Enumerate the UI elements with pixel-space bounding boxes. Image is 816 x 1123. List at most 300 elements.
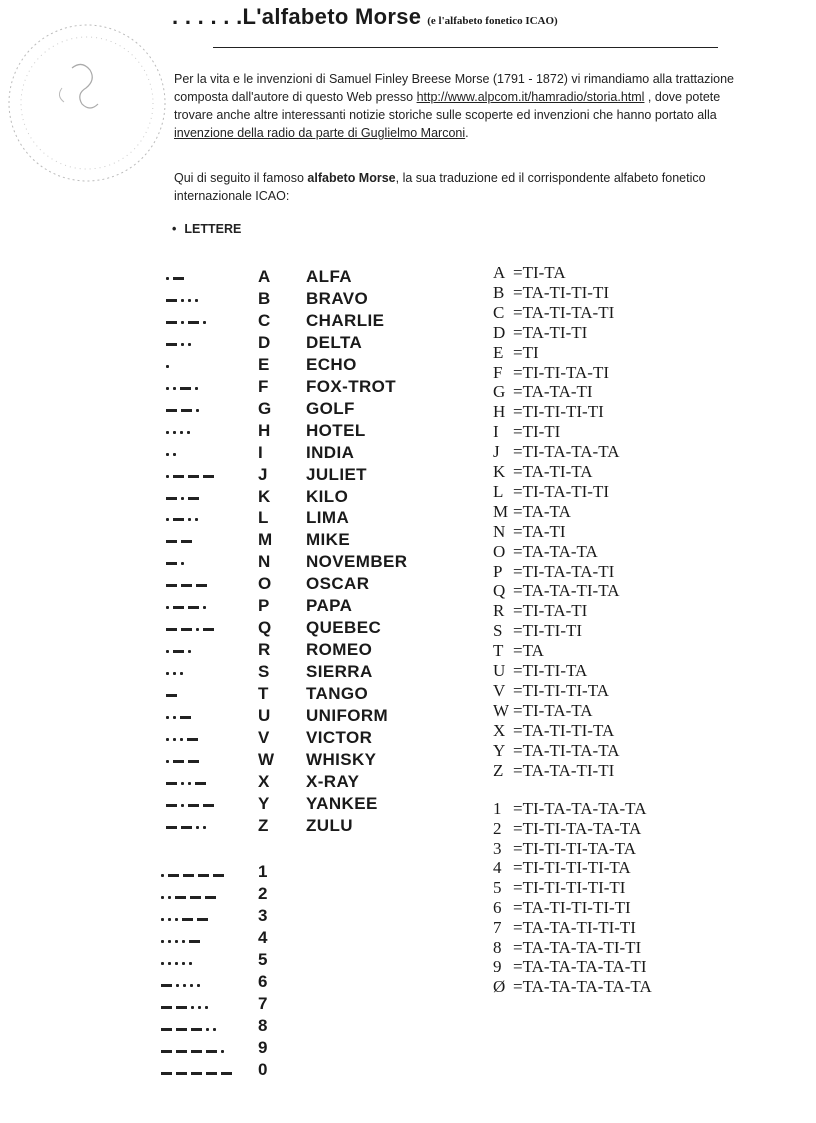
number-char: 7 (258, 994, 268, 1013)
morse-dot (188, 782, 191, 785)
morse-dot (188, 343, 191, 346)
number-row (0, 884, 300, 906)
number-row (0, 862, 300, 884)
letter-name: ROMEO (306, 640, 373, 660)
phonetic-row (493, 878, 625, 898)
phonetic-key: 1 (493, 799, 502, 818)
letter-row (0, 465, 480, 487)
phonetic-value: =TI-TA-TA-TA-TA (513, 799, 647, 818)
phonetic-value: =TI-TA (513, 263, 566, 282)
intro2-after: , la sua traduzione ed il corrispondente alfabeto fonetico internazionale ICAO: (174, 171, 706, 203)
number-char: 3 (258, 906, 268, 925)
letter-row (0, 662, 480, 684)
morse-dot (168, 940, 171, 943)
morse-dash (203, 475, 214, 478)
phonetic-key: 2 (493, 818, 502, 838)
morse-dash (181, 826, 192, 829)
morse-dot (168, 918, 171, 921)
phonetic-key: W (493, 700, 510, 720)
phonetic-key: Y (493, 740, 506, 760)
morse-dash (166, 497, 177, 500)
phonetic-value: =TI-TI-TI-TI-TI (513, 878, 626, 898)
morse-code (166, 295, 236, 305)
morse-code (161, 936, 251, 946)
letter-row (0, 728, 480, 750)
letter-row (0, 508, 480, 530)
morse-code (166, 756, 236, 766)
phonetic-value: =TI-TI-TI-TA-TA (513, 838, 636, 858)
phonetic-key: I (493, 422, 499, 442)
morse-dash (166, 562, 177, 565)
letter-name: OSCAR (306, 574, 370, 594)
letter-char: N (258, 552, 271, 572)
phonetic-row (493, 283, 609, 303)
phonetic-key: U (493, 661, 506, 680)
morse-dash (198, 874, 209, 877)
number-char: 9 (258, 1038, 268, 1057)
morse-dash (173, 277, 184, 280)
morse-code (166, 646, 236, 656)
letter-name: LIMA (306, 508, 350, 528)
morse-dot (166, 431, 169, 434)
morse-code (161, 1024, 251, 1034)
letter-name: QUEBEC (306, 618, 382, 638)
morse-dash (173, 518, 184, 521)
morse-code (166, 668, 236, 678)
morse-dot (181, 321, 184, 324)
phonetic-row (493, 382, 593, 402)
phonetic-row (493, 343, 539, 363)
letter-name: ALFA (306, 267, 352, 286)
morse-dash (183, 874, 194, 877)
phonetic-value: =TI-TA-TI (513, 601, 588, 621)
morse-code (166, 558, 236, 568)
number-row (0, 972, 300, 994)
letter-name: ZULU (306, 815, 353, 835)
morse-dash (182, 918, 193, 921)
intro-paragraph-2 (174, 169, 734, 205)
morse-dash (181, 584, 192, 587)
phonetic-key: H (493, 402, 506, 422)
letter-row (0, 487, 480, 509)
morse-dash (195, 782, 206, 785)
phonetic-value: =TA-TA-TA-TA-TI (513, 957, 647, 977)
phonetic-row (493, 323, 587, 343)
morse-code (166, 778, 236, 788)
phonetic-row (493, 581, 620, 601)
letter-char: T (258, 684, 269, 704)
morse-dash (173, 650, 184, 653)
morse-dot (181, 299, 184, 302)
morse-dash (176, 1028, 187, 1031)
morse-dot (187, 431, 190, 434)
morse-code (166, 427, 236, 437)
phonetic-value: =TA-TA-TI-TI-TI (513, 917, 636, 937)
letter-name: KILO (306, 486, 349, 506)
morse-code (161, 1002, 251, 1012)
letter-char: Z (258, 815, 269, 835)
morse-dash (188, 606, 199, 609)
morse-code (166, 449, 236, 459)
number-row (0, 1016, 300, 1038)
phonetic-key: Ø (493, 977, 506, 997)
storia-link[interactable]: http://www.alpcom.it/hamradio/storia.html (416, 90, 645, 104)
morse-dot (173, 453, 176, 456)
letter-char: V (258, 727, 270, 747)
morse-dash (166, 540, 177, 543)
phonetic-row (493, 562, 614, 582)
phonetic-value: =TA-TI-TI-TA (513, 720, 615, 740)
number-char: 6 (258, 972, 268, 991)
phonetic-key: F (493, 362, 503, 382)
morse-dot (168, 896, 171, 899)
letter-row (0, 794, 480, 816)
letter-name: YANKEE (306, 793, 378, 813)
morse-dot (166, 453, 169, 456)
phonetic-value: =TA-TA-TI-TA (513, 581, 620, 601)
morse-dot (188, 650, 191, 653)
morse-dot (203, 606, 206, 609)
letter-char: L (258, 508, 269, 528)
phonetic-row (493, 641, 544, 661)
morse-dot (221, 1050, 224, 1053)
morse-code (161, 980, 251, 990)
morse-dot (181, 562, 184, 565)
letter-row (0, 640, 480, 662)
morse-dot (175, 918, 178, 921)
phonetic-key: A (493, 263, 506, 282)
morse-dash (166, 343, 177, 346)
phonetic-value: =TA-TA (513, 501, 571, 521)
phonetic-value: =TI-TI-TA-TI (513, 362, 610, 382)
number-char: 5 (258, 950, 268, 969)
morse-dash (166, 299, 177, 302)
letter-row (0, 377, 480, 399)
morse-code (166, 712, 236, 722)
letter-row (0, 552, 480, 574)
phonetic-value: =TI-TI (513, 422, 561, 442)
morse-code (161, 1046, 251, 1056)
morse-dash (173, 760, 184, 763)
morse-code (161, 1068, 251, 1078)
morse-code (166, 273, 236, 283)
letter-char: J (258, 464, 268, 484)
letter-row (0, 816, 480, 838)
morse-dot (166, 650, 169, 653)
phonetic-value: =TI-TI-TA (513, 661, 588, 680)
phonetic-value: =TI-TA-TA-TI (513, 561, 615, 581)
morse-dot (203, 321, 206, 324)
letter-char: E (258, 354, 270, 374)
morse-dot (213, 1028, 216, 1031)
morse-dot (175, 940, 178, 943)
letter-name: BRAVO (306, 288, 369, 308)
phonetic-value: =TI-TI-TI-TI (513, 402, 604, 422)
morse-dot (182, 962, 185, 965)
phonetic-value: =TA-TI-TI (513, 322, 588, 342)
phonetic-row (493, 898, 631, 918)
letter-char: B (258, 288, 271, 308)
letter-char: M (258, 530, 273, 550)
phonetic-value: =TA-TI-TA-TA (513, 740, 620, 760)
morse-code (166, 580, 236, 590)
letter-row (0, 750, 480, 772)
morse-code (166, 317, 236, 327)
morse-code (166, 536, 236, 546)
phonetic-value: =TA-TA-TA-TI-TI (513, 937, 642, 957)
letter-row (0, 289, 480, 311)
morse-dash (181, 540, 192, 543)
intro-paragraph-1 (174, 70, 734, 142)
letter-char: H (258, 420, 271, 440)
letter-row (0, 443, 480, 465)
letter-row (0, 574, 480, 596)
morse-dash (166, 584, 177, 587)
morse-dot (188, 299, 191, 302)
number-row (0, 928, 300, 950)
letter-row (0, 530, 480, 552)
title-subtitle: (e l'alfabeto fonetico ICAO) (427, 15, 558, 27)
phonetic-row (493, 482, 609, 502)
morse-dot (166, 518, 169, 521)
number-char: 2 (258, 884, 268, 903)
phonetic-value: =TI-TI-TI (513, 621, 583, 641)
letter-char: D (258, 332, 271, 352)
morse-dash (188, 804, 199, 807)
morse-dot (166, 606, 169, 609)
morse-dot (191, 1006, 194, 1009)
morse-dash (175, 896, 186, 899)
letter-char: U (258, 706, 271, 725)
morse-dot (166, 760, 169, 763)
letter-char: C (258, 310, 271, 330)
morse-dot (173, 431, 176, 434)
letter-name: TANGO (306, 684, 369, 704)
letter-row (0, 706, 480, 728)
letter-row (0, 772, 480, 794)
morse-dot (205, 1006, 208, 1009)
phonetic-row (493, 918, 636, 938)
morse-dot (181, 343, 184, 346)
phonetic-row (493, 661, 587, 681)
letter-name: FOX-TROT (306, 376, 397, 396)
letter-name: NOVEMBER (306, 552, 408, 572)
morse-dot (168, 962, 171, 965)
morse-dot (166, 277, 169, 280)
morse-dash (203, 628, 214, 631)
number-char: 8 (258, 1016, 268, 1035)
section-label: LETTERE (184, 222, 242, 236)
phonetic-key: 4 (493, 858, 502, 878)
number-row (0, 1038, 300, 1060)
morse-dash (161, 1006, 172, 1009)
letter-name: DELTA (306, 332, 363, 352)
phonetic-row (493, 522, 566, 542)
letter-name: WHISKY (306, 749, 377, 769)
morse-code (161, 892, 251, 902)
phonetic-key: G (493, 382, 506, 402)
letter-row (0, 684, 480, 706)
morse-dot (190, 984, 193, 987)
morse-dot (198, 1006, 201, 1009)
morse-dash (187, 738, 198, 741)
phonetic-value: =TA-TI (513, 521, 566, 541)
letter-char: S (258, 662, 270, 682)
phonetic-key: E (493, 342, 504, 362)
phonetic-row (493, 303, 614, 323)
morse-dot (181, 804, 184, 807)
phonetic-value: =TA-TI-TI-TI (513, 282, 610, 302)
morse-dot (161, 918, 164, 921)
phonetic-key: 9 (493, 957, 502, 977)
morse-dash (206, 1050, 217, 1053)
letter-row (0, 399, 480, 421)
morse-dot (166, 475, 169, 478)
title-rule (213, 47, 718, 48)
phonetic-row (493, 839, 636, 859)
marconi-link[interactable]: invenzione della radio da parte di Guglielmo Marconi (174, 126, 466, 140)
morse-dot (181, 497, 184, 500)
morse-dash (166, 409, 177, 412)
phonetic-value: =TA-TI-TA (513, 462, 593, 481)
intro-text: Per la vita e le invenzioni di Samuel Finley Breese Morse (1791 - 1872) vi rimandiamo alla trattazione composta dall'autore di questo Web presso (174, 72, 734, 104)
phonetic-row (493, 761, 614, 781)
morse-dash (181, 409, 192, 412)
morse-code (166, 361, 236, 371)
phonetic-row (493, 263, 566, 283)
phonetic-row (493, 621, 582, 641)
morse-dot (161, 940, 164, 943)
letter-row (0, 311, 480, 333)
morse-dash (161, 1072, 172, 1075)
morse-code (166, 602, 236, 612)
phonetic-row (493, 741, 620, 761)
phonetic-key: Q (493, 581, 506, 601)
letter-char: G (258, 398, 272, 418)
number-row (0, 950, 300, 972)
morse-dash (203, 804, 214, 807)
phonetic-row (493, 858, 631, 878)
morse-dot (203, 826, 206, 829)
morse-dot (166, 672, 169, 675)
letter-char: R (258, 640, 271, 660)
morse-dash (173, 606, 184, 609)
morse-dot (166, 716, 169, 719)
morse-dash (166, 804, 177, 807)
morse-code (166, 624, 236, 634)
morse-dash (188, 497, 199, 500)
phonetic-row (493, 938, 641, 958)
phonetic-value: =TA (513, 641, 544, 661)
morse-dash (168, 874, 179, 877)
morse-dot (173, 738, 176, 741)
morse-dash (188, 760, 199, 763)
morse-dot (189, 962, 192, 965)
morse-dot (161, 962, 164, 965)
phonetic-value: =TI-TI-TI-TI-TA (513, 858, 631, 878)
letter-name: PAPA (306, 596, 353, 616)
letter-name: SIERRA (306, 662, 373, 682)
phonetic-key: 5 (493, 878, 502, 898)
morse-code (166, 734, 236, 744)
morse-dash (161, 1050, 172, 1053)
phonetic-value: =TA-TI-TA-TI (513, 302, 615, 322)
phonetic-row (493, 601, 587, 621)
letter-char: Y (258, 793, 270, 813)
morse-dash (161, 1028, 172, 1031)
phonetic-row (493, 799, 646, 819)
morse-dot (196, 409, 199, 412)
phonetic-key: D (493, 322, 506, 342)
morse-dash (173, 475, 184, 478)
morse-code (166, 471, 236, 481)
morse-dot (176, 984, 179, 987)
morse-code (161, 870, 251, 880)
phonetic-value: =TI-TI-TA-TA-TA (513, 818, 642, 838)
phonetic-row (493, 363, 609, 383)
morse-code (166, 383, 236, 393)
letter-row (0, 618, 480, 640)
morse-dash (181, 628, 192, 631)
morse-dot (196, 628, 199, 631)
morse-code (166, 690, 236, 700)
letter-name: ECHO (306, 354, 357, 374)
morse-dot (182, 940, 185, 943)
phonetic-key: Z (493, 760, 504, 780)
letter-name: CHARLIE (306, 310, 385, 330)
morse-dash (166, 782, 177, 785)
number-row (0, 906, 300, 928)
morse-dot (180, 738, 183, 741)
morse-code (166, 800, 236, 810)
number-row (0, 1060, 300, 1082)
morse-dash (176, 1006, 187, 1009)
morse-dot (173, 716, 176, 719)
morse-dot (196, 826, 199, 829)
number-char: 0 (258, 1060, 268, 1079)
letter-name: INDIA (306, 442, 355, 462)
phonetic-value: =TA-TA-TI-TI (513, 760, 615, 780)
intro2-bold: alfabeto Morse (307, 171, 396, 185)
morse-dash (176, 1072, 187, 1075)
phonetic-row (493, 422, 560, 442)
morse-dot (206, 1028, 209, 1031)
phonetic-row (493, 957, 646, 977)
phonetic-row (493, 681, 609, 701)
phonetic-key: 3 (493, 838, 502, 858)
number-row (0, 994, 300, 1016)
phonetic-key: R (493, 601, 505, 621)
letter-name: GOLF (306, 398, 355, 418)
morse-dot (195, 518, 198, 521)
intro-text-mid: , dove potete trovare anche altre interessanti notizie storiche sulle scoperte ed invenzioni che hanno portato alla (174, 90, 721, 122)
phonetic-key: V (493, 680, 506, 700)
phonetic-key: C (493, 302, 505, 322)
morse-dot (166, 365, 169, 368)
phonetic-key: J (493, 442, 500, 462)
morse-code (166, 493, 236, 503)
morse-dash (190, 896, 201, 899)
phonetic-value: =TI-TA-TA-TA (513, 442, 620, 462)
number-char: 4 (258, 928, 268, 947)
phonetic-row (493, 819, 641, 839)
morse-dot (161, 896, 164, 899)
phonetic-row (493, 542, 598, 562)
phonetic-value: =TI-TA-TI-TI (513, 481, 610, 501)
letter-char: Q (258, 618, 272, 638)
morse-dash (196, 584, 207, 587)
morse-dash (161, 984, 172, 987)
